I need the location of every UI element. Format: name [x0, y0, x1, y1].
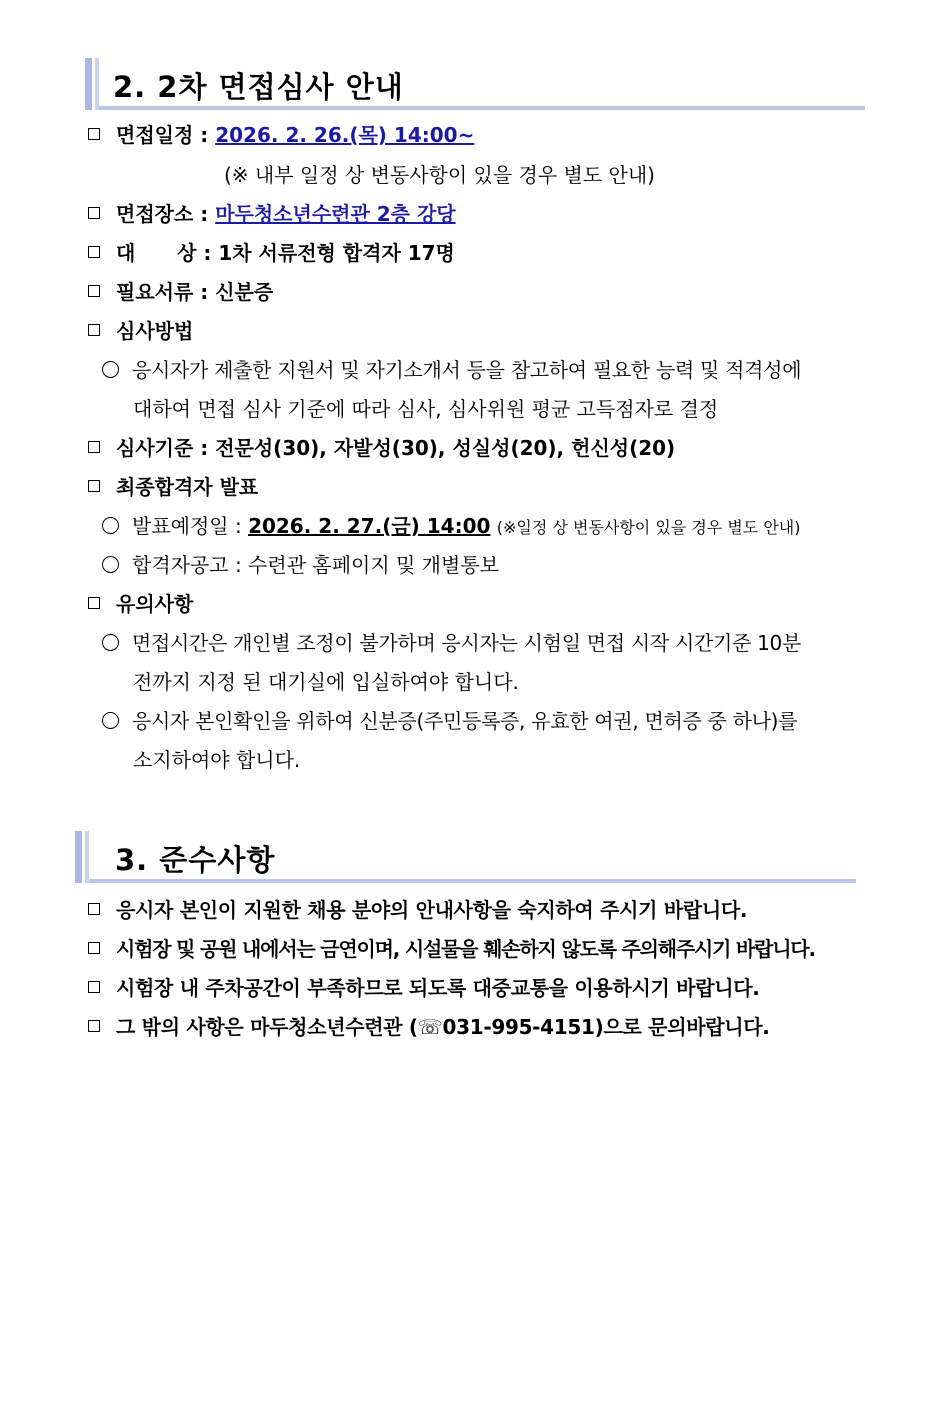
square-bullet-icon: [88, 981, 100, 993]
section-3-header: [75, 831, 856, 883]
rule-text: 응시자 본인이 지원한 채용 분야의 안내사항을 숙지하여 주시기 바랍니다.: [116, 898, 748, 922]
schedule-note: (※ 내부 일정 상 변동사항이 있을 경우 별도 안내): [224, 163, 655, 187]
schedule-value: 2026. 2. 26.(목) 14:00~: [215, 123, 475, 147]
circle-bullet-icon: [102, 517, 119, 534]
docs-label: 필요서류 :: [116, 280, 209, 304]
square-bullet-icon: [88, 942, 100, 954]
criteria-value: 전문성(30), 자발성(30), 성실성(20), 헌신성(20): [215, 436, 676, 460]
square-bullet-icon: [88, 285, 100, 297]
final-date-value: 2026. 2. 27.(금) 14:00: [248, 514, 491, 538]
square-bullet-icon: [88, 903, 100, 915]
header-underline: [99, 106, 865, 110]
caution-2-line-2: 소지하여야 합니다.: [133, 748, 301, 772]
place-label: 면접장소 :: [116, 202, 209, 226]
place-row: [88, 201, 456, 227]
rule-item: [88, 936, 815, 962]
cautions-heading: [88, 591, 193, 617]
docs-value: 신분증: [215, 280, 274, 304]
square-bullet-icon: [88, 324, 100, 336]
caution-1-line-1: 면접시간은 개인별 조정이 불가하며 응시자는 시험일 면접 시작 시간기준 10분: [132, 631, 801, 655]
final-date-item: [102, 513, 800, 541]
header-accent-bar: [75, 831, 82, 883]
method-label: 심사방법: [116, 319, 194, 343]
final-label: 최종합격자 발표: [116, 475, 259, 499]
final-date-label: 발표예정일 :: [132, 514, 242, 538]
header-accent-bar: [85, 58, 92, 110]
circle-bullet-icon: [102, 556, 119, 573]
caution-2-line-1: 응시자 본인확인을 위하여 신분증(주민등록증, 유효한 여권, 면허증 중 하나)를: [132, 709, 798, 733]
circle-bullet-icon: [102, 712, 119, 729]
caution-item-2: [102, 708, 797, 734]
section-2-title: 2. 2차 면접심사 안내: [113, 70, 404, 104]
section-3-title: 3. 준수사항: [115, 843, 276, 877]
target-value: 1차 서류전형 합격자 17명: [218, 241, 455, 265]
caution-1-line-2: 전까지 지정 된 대기실에 입실하여야 합니다.: [133, 670, 519, 694]
rule-text: 시험장 및 공원 내에서는 금연이며, 시설물을 훼손하지 않도록 주의해주시기 바랍니다.: [116, 937, 815, 961]
square-bullet-icon: [88, 441, 100, 453]
header-accent-bar: [85, 831, 89, 883]
final-notice: 합격자공고 : 수련관 홈페이지 및 개별통보: [132, 553, 499, 577]
method-item: [102, 357, 801, 383]
rule-text: 시험장 내 주차공간이 부족하므로 되도록 대중교통을 이용하시기 바랍니다.: [116, 976, 760, 1000]
method-heading: [88, 318, 193, 344]
criteria-row: [88, 435, 675, 461]
square-bullet-icon: [88, 128, 100, 140]
final-date-note: (※일정 상 변동사항이 있을 경우 별도 안내): [496, 518, 801, 537]
rule-text: 그 밖의 사항은 마두청소년수련관 (☏031-995-4151)으로 문의바랍니다.: [116, 1015, 770, 1039]
section-2-header: [85, 58, 865, 110]
method-line-2: 대하여 면접 심사 기준에 따라 심사, 심사위원 평균 고득점자로 결정: [133, 397, 719, 421]
rule-item: [88, 1014, 770, 1040]
target-row: [88, 240, 455, 266]
header-accent-bar: [95, 58, 99, 110]
caution-item-1: [102, 630, 801, 656]
square-bullet-icon: [88, 207, 100, 219]
schedule-label: 면접일정 :: [116, 123, 209, 147]
final-notice-item: [102, 552, 499, 578]
method-line-1: 응시자가 제출한 지원서 및 자기소개서 등을 참고하여 필요한 능력 및 적격성에: [132, 358, 802, 382]
circle-bullet-icon: [102, 634, 119, 651]
place-value: 마두청소년수련관 2층 강당: [215, 202, 456, 226]
target-label: 대 상 :: [116, 241, 212, 265]
rule-item: [88, 975, 760, 1001]
square-bullet-icon: [88, 1020, 100, 1032]
rule-item: [88, 897, 747, 923]
header-underline: [89, 879, 856, 883]
criteria-label: 심사기준 :: [116, 436, 209, 460]
docs-row: [88, 279, 273, 305]
square-bullet-icon: [88, 246, 100, 258]
final-heading: [88, 474, 258, 500]
square-bullet-icon: [88, 480, 100, 492]
circle-bullet-icon: [102, 361, 119, 378]
schedule-row: [88, 122, 474, 148]
cautions-label: 유의사항: [116, 592, 194, 616]
square-bullet-icon: [88, 597, 100, 609]
